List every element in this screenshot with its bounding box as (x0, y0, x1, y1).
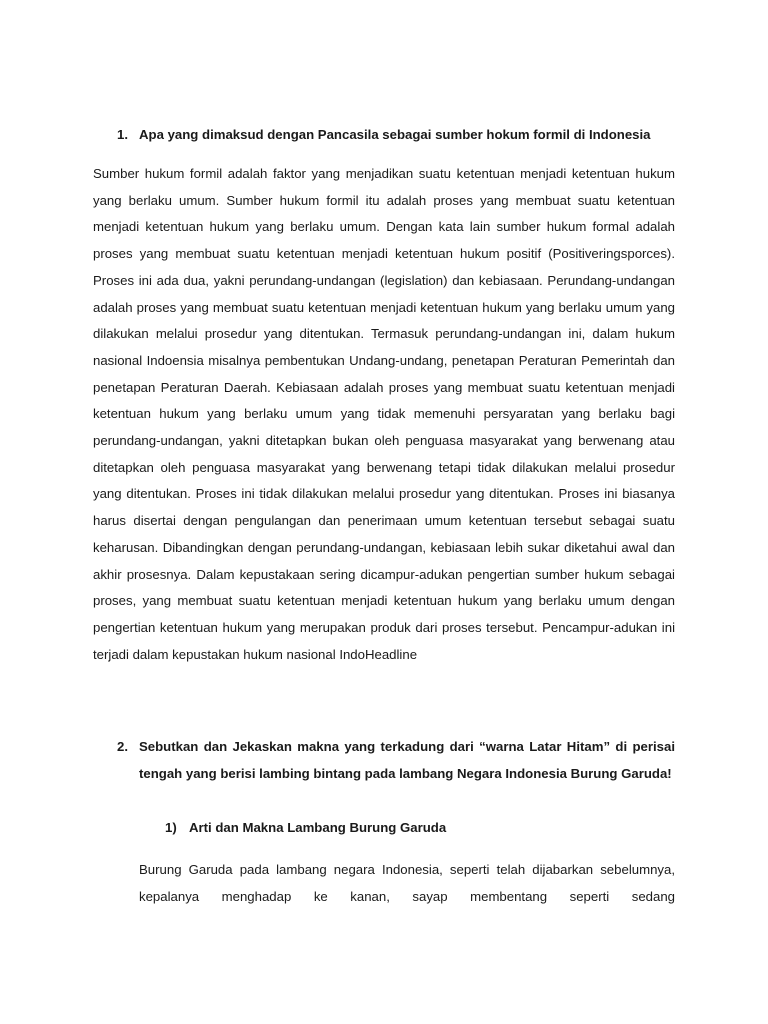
question-1-number: 1. (117, 127, 128, 142)
question-1-answer: Sumber hukum formil adalah faktor yang menjadikan suatu ketentuan menjadi ketentuan hukum yang berlaku umum. Sumber hukum formil itu adalah proses yang membuat suatu ketentuan menjadi ketentuan hukum yang berlaku umum. Dengan kata lain sumber hukum formal adalah proses yang membuat suatu ketentuan menjadi ketentuan hukum positif (Positiveringsporces). Proses ini ada dua, yakni perundang-undangan (legislation) dan kebiasaan. Perundang-undangan adalah proses yang membuat suatu ketentuan menjadi ketentuan hukum yang berlaku umum yang dilakukan melalui prosedur yang ditentukan. Termasuk perundang-undangan ini, dalam hukum nasional Indoensia misalnya pembentukan Undang-undang, penetapan Peraturan Pemerintah dan penetapan Peraturan Daerah. Kebiasaan adalah proses yang membuat suatu ketentuan menjadi ketentuan hukum yang berlaku umum yang tidak memenuhi persyaratan yang berlaku bagi perundang-undangan, yakni ditetapkan bukan oleh penguasa masyarakat yang berwenang atau ditetapkan oleh penguasa masyarakat yang berwenang tetapi tidak dilakukan melalui prosedur yang ditentukan. Proses ini tidak dilakukan melalui prosedur yang ditentukan. Proses ini biasanya harus disertai dengan pengulangan dan penerimaan umum ketentuan tersebut sebagai suatu keharusan. Dibandingkan dengan perundang-undangan, kebiasaan lebih sukar diketahui awal dan akhir prosesnya. Dalam kepustakaan sering dicampur-adukan pengertian sumber hukum sebagai proses, yang membuat suatu ketentuan menjadi ketentuan hukum yang berlaku umum dengan pengertian ketentuan hukum yang merupakan produk dari proses tersebut. Pencampur-adukan ini terjadi dalam kepustakan hukum nasional IndoHeadline (93, 166, 675, 662)
question-2-answer: Burung Garuda pada lambang negara Indonesia, seperti telah dijabarkan sebelumnya, kepalanya menghadap ke kanan, sayap membentang seperti sedang (139, 862, 675, 904)
question-1-title: Apa yang dimaksud dengan Pancasila sebagai sumber hokum formil di Indonesia (139, 127, 651, 142)
subsection-1-title: Arti dan Makna Lambang Burung Garuda (189, 820, 447, 835)
question-2-title: Sebutkan dan Jekaskan makna yang terkadung dari “warna Latar Hitam” di perisai tengah yang berisi lambing bintang pada lambang Negara Indonesia Burung Garuda! (139, 739, 675, 781)
subsection-1-number: 1) (165, 820, 177, 835)
question-2-number: 2. (117, 739, 128, 754)
